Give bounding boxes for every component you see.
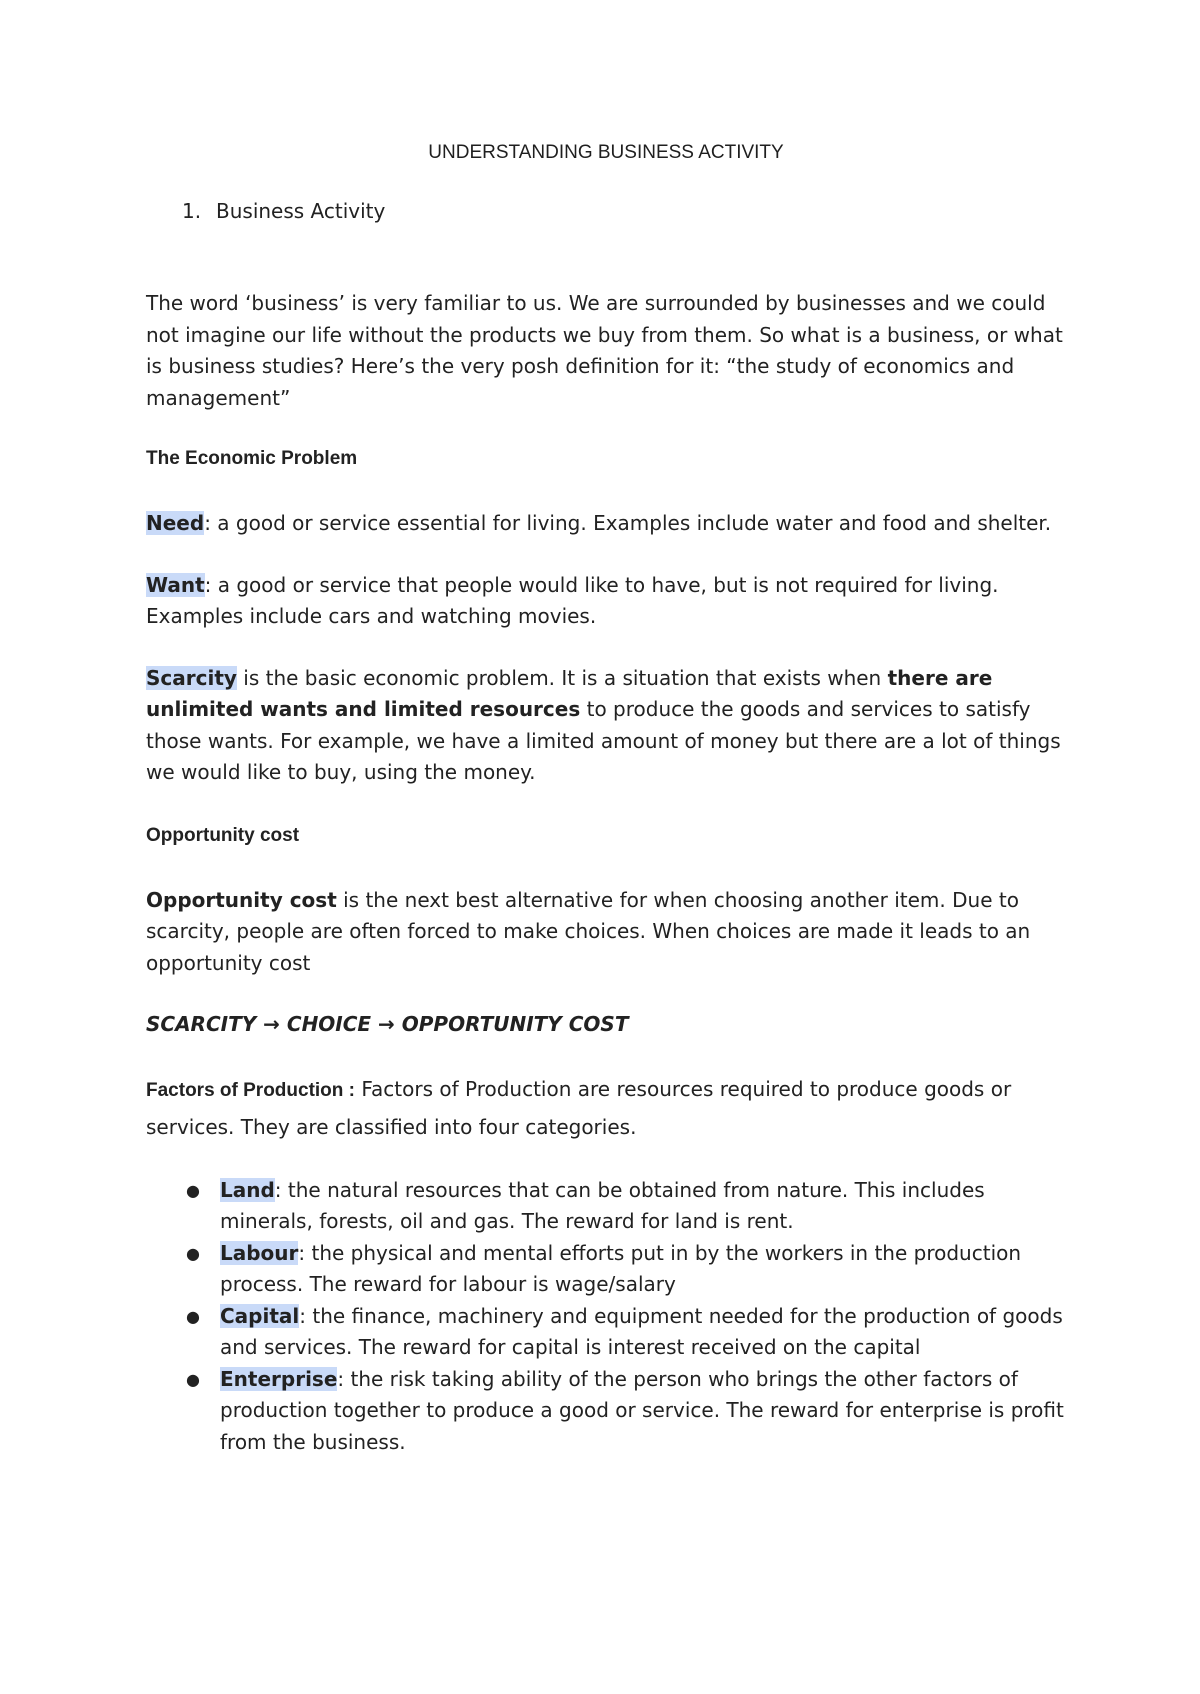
- want-definition: [146, 570, 1066, 633]
- factor-term-capital: Capital: [220, 1303, 300, 1328]
- scarcity-term: Scarcity: [146, 665, 237, 690]
- factor-text-capital: : the finance, machinery and equipment needed for the production of goods and services. The reward for capital is interest received on the capital: [220, 1303, 1063, 1359]
- factor-term-labour: Labour: [220, 1240, 299, 1265]
- opportunity-cost-definition: [146, 885, 1066, 980]
- section-heading: [146, 196, 1066, 226]
- scarcity-definition: [146, 663, 1066, 789]
- bullet-icon: ●: [186, 1306, 200, 1326]
- scarcity-flow: SCARCITY → CHOICE → OPPORTUNITY COST: [146, 1012, 629, 1036]
- bullet-icon: ●: [186, 1243, 200, 1263]
- economic-problem-heading: The Economic Problem: [146, 448, 358, 469]
- factors-list: [146, 1175, 1066, 1459]
- factor-text-land: : the natural resources that can be obtained from nature. This includes minerals, forests, oil and gas. The reward for land is rent.: [220, 1177, 985, 1233]
- opportunity-cost-term: Opportunity cost: [146, 887, 337, 912]
- scarcity-text-2: to produce the goods and services to satisfy those wants. For example, we have a limited amount of money but there are a lot of things we would like to buy, using the money.: [146, 697, 1061, 784]
- document-page: [146, 140, 1066, 1458]
- factors-of-production-text: Factors of Production are resources required to produce goods or services. They are classified into four categories.: [146, 1076, 1012, 1139]
- want-term: Want: [146, 572, 205, 597]
- want-text: : a good or service that people would like to have, but is not required for living. Examples include cars and watching movies.: [146, 572, 999, 628]
- opportunity-cost-text: is the next best alternative for when choosing another item. Due to scarcity, people are often forced to make choices. When choices are made it leads to an opportunity cost: [146, 887, 1031, 975]
- scarcity-bold-text: there are unlimited wants and limited resources: [146, 665, 993, 721]
- factor-term-land: Land: [220, 1177, 275, 1202]
- factors-of-production-intro: [146, 1071, 1066, 1145]
- list-item: [146, 1175, 1066, 1238]
- scarcity-text-1: is the basic economic problem. It is a situation that exists when: [236, 665, 888, 690]
- document-title: UNDERSTANDING BUSINESS ACTIVITY: [428, 142, 784, 163]
- factor-text-enterprise: : the risk taking ability of the person who brings the other factors of production together to produce a good or service. The reward for enterprise is profit from the business.: [220, 1366, 1064, 1454]
- bullet-icon: ●: [186, 1180, 200, 1200]
- list-item: [146, 1301, 1066, 1364]
- factor-term-enterprise: Enterprise: [220, 1366, 338, 1391]
- list-item: [146, 1364, 1066, 1459]
- section-label: Business Activity: [216, 199, 386, 223]
- opportunity-cost-heading: Opportunity cost: [146, 824, 300, 846]
- list-item: [146, 1238, 1066, 1301]
- section-number: 1.: [182, 199, 202, 223]
- need-text: : a good or service essential for living. Examples include water and food and shelter.: [204, 511, 1052, 535]
- factors-of-production-label: Factors of Production :: [146, 1079, 355, 1101]
- need-definition: [146, 508, 1066, 540]
- bullet-icon: ●: [186, 1369, 200, 1389]
- factor-text-labour: : the physical and mental efforts put in by the workers in the production process. The reward for labour is wage/salary: [220, 1240, 1022, 1296]
- intro-paragraph: The word ‘business’ is very familiar to us. We are surrounded by businesses and we could not imagine our life without the products we buy from them. So what is a business, or what is business studies? Here’s the very posh definition for it: “the study of economics and management”: [146, 291, 1063, 410]
- need-term: Need: [146, 511, 205, 535]
